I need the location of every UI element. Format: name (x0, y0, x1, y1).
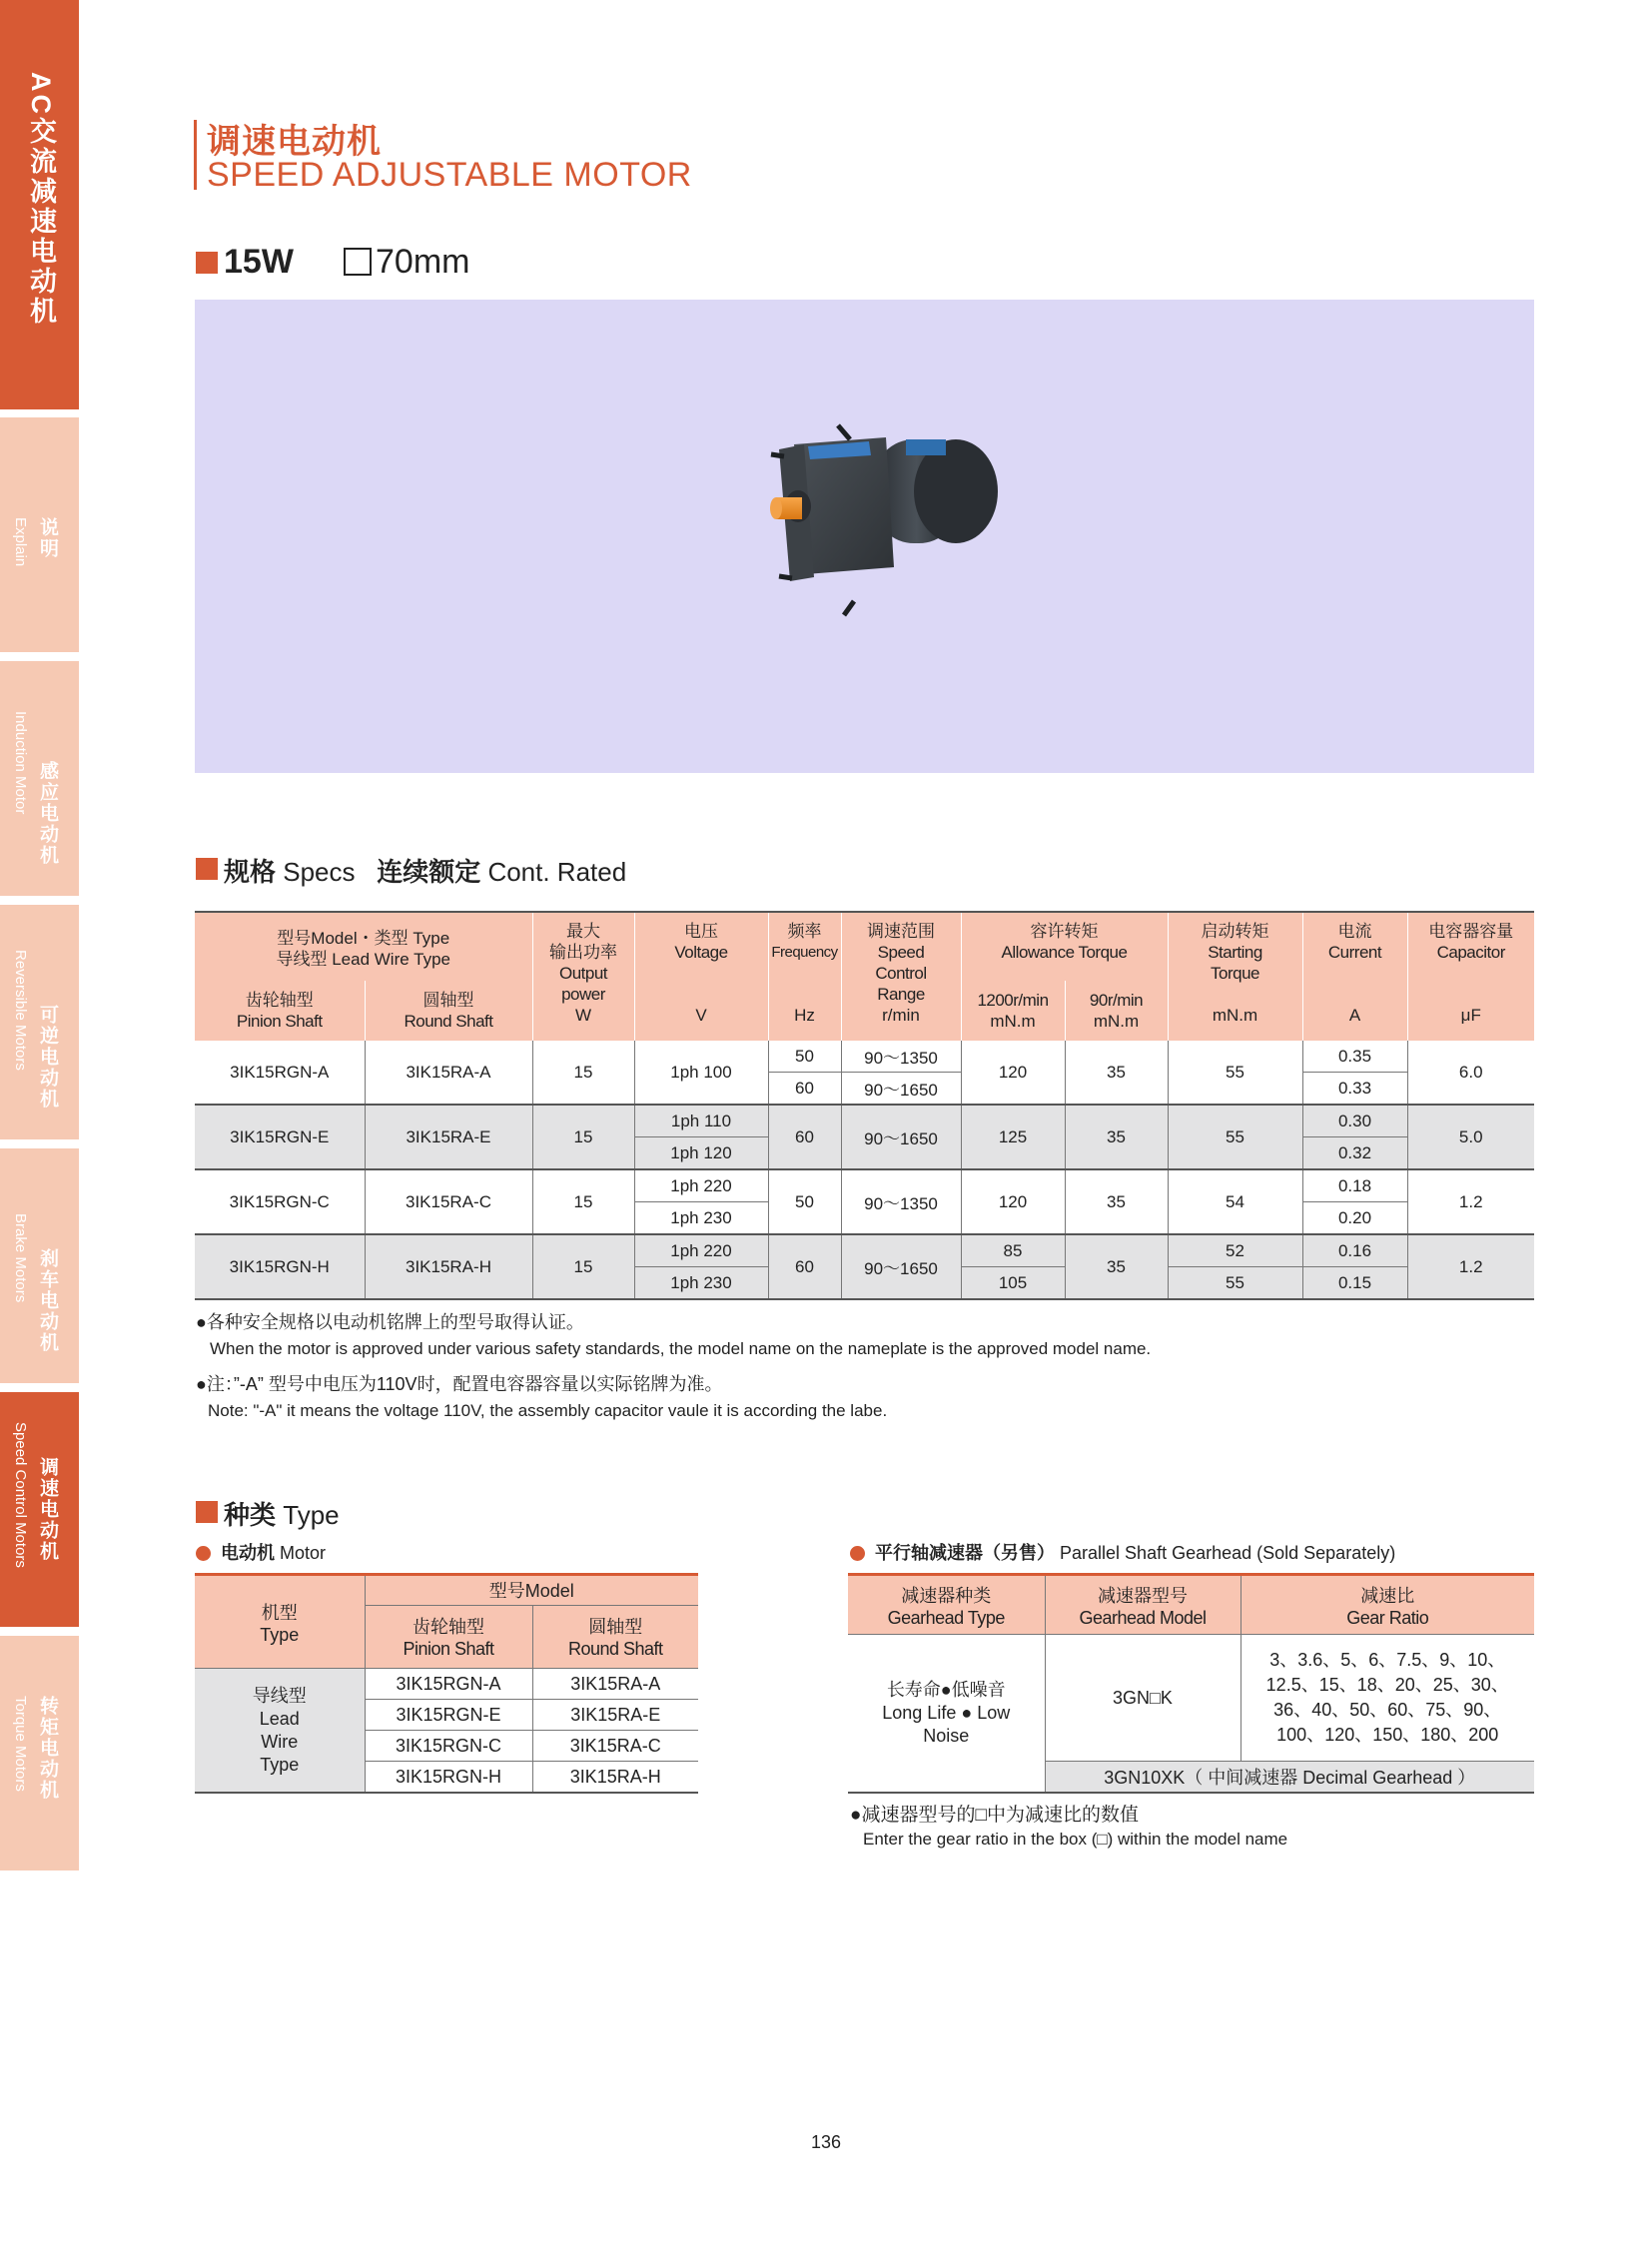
table-row (195, 1669, 698, 1700)
cell-capacitor: 1.2 (1407, 1169, 1534, 1234)
note-110v-cn: ●注：”-A” 型号中电压为110V时，配置电容器容量以实际铭牌为准。 (196, 1374, 723, 1394)
cell-current: 0.16 (1302, 1234, 1407, 1267)
motor-subheading (196, 1539, 326, 1565)
motor-round-cn: 圆轴型 (588, 1617, 643, 1638)
motor-round-cell: 3IK15RA-H (532, 1762, 698, 1794)
header-allow-1200: 1200r/min (977, 991, 1049, 1010)
gearhead-subheading (850, 1539, 1395, 1565)
motor-type-en: Type (260, 1624, 300, 1645)
note-safety-en: When the motor is approved under various safety standards, the model name on the nameplate is the approved model name. (210, 1339, 1152, 1358)
cell-speed-range: 90～1650 (841, 1073, 961, 1106)
header-output-cn: 最大 (566, 922, 600, 941)
page-number: 136 (810, 2132, 842, 2152)
gear-type-en: Gearhead Type (887, 1607, 1005, 1628)
cell-starting-torque: 55 (1168, 1105, 1302, 1169)
sidebar-main-label: AC交流减速电动机 (26, 72, 56, 327)
section-square-icon (196, 252, 218, 274)
lead-type-en3: Type (260, 1754, 300, 1775)
cell-speed-range: 90～1650 (841, 1105, 961, 1169)
header-start-unit: mN.m (1212, 1006, 1258, 1025)
cell-output: 15 (532, 1105, 634, 1169)
header-lead-wire: 导线型 Lead Wire Type (276, 950, 450, 969)
sidebar (0, 0, 79, 1866)
sidebar-tab-label: 说明 (37, 517, 58, 559)
cell-pinion: 3IK15RGN-C (195, 1169, 365, 1234)
title-accent-bar (194, 120, 197, 190)
sidebar-tab-sublabel: Speed Control Motors (12, 1422, 29, 1568)
motor-pinion-cn: 齿轮轴型 (413, 1617, 484, 1638)
sidebar-tab-sublabel: Explain (12, 517, 29, 567)
cell-voltage: 1ph 120 (634, 1137, 768, 1170)
specs-table (195, 911, 1534, 1300)
cell-current: 0.15 (1302, 1267, 1407, 1300)
motor-type-cn: 机型 (261, 1602, 298, 1623)
cell-output: 15 (532, 1169, 634, 1234)
cell-voltage: 1ph 230 (634, 1267, 768, 1300)
sidebar-tab-induction[interactable] (0, 661, 79, 896)
header-freq-unit: Hz (794, 1006, 815, 1025)
header-round-cn: 圆轴型 (422, 991, 474, 1010)
cell-voltage: 1ph 230 (634, 1202, 768, 1235)
cell-output: 15 (532, 1041, 634, 1105)
specs-heading-cn: 规格 (224, 857, 277, 887)
cell-current: 0.20 (1302, 1202, 1407, 1235)
product-photo-panel (195, 300, 1534, 773)
cell-torque-90: 35 (1065, 1105, 1168, 1169)
header-allow-90: 90r/min (1089, 991, 1144, 1010)
lead-type-en1: Lead (259, 1708, 300, 1729)
sidebar-tab-sublabel: Induction Motor (12, 711, 29, 815)
header-cap-cn: 电容器容量 (1428, 922, 1514, 941)
sidebar-tab-label: 转矩电动机 (37, 1696, 58, 1801)
cell-current: 0.35 (1302, 1041, 1407, 1073)
cell-starting-torque: 54 (1168, 1169, 1302, 1234)
header-voltage-cn: 电压 (684, 922, 718, 941)
cell-torque-1200: 125 (961, 1105, 1065, 1169)
cell-speed-range: 90～1650 (841, 1234, 961, 1299)
cell-round: 3IK15RA-A (365, 1041, 532, 1105)
header-voltage-unit: V (695, 1006, 707, 1025)
cell-round: 3IK15RA-E (365, 1105, 532, 1169)
sidebar-tab-label: 刹车电动机 (37, 1248, 58, 1353)
sidebar-tab-torque[interactable] (0, 1636, 79, 1870)
cell-pinion: 3IK15RGN-H (195, 1234, 365, 1299)
gear-model-value: 3GN□K (1045, 1635, 1240, 1762)
motor-sub-cn: 电动机 (221, 1543, 275, 1563)
motor-round-en: Round Shaft (567, 1639, 663, 1660)
cell-voltage: 1ph 110 (634, 1105, 768, 1137)
gear-note-en: Enter the gear ratio in the box (□) within the model name (863, 1830, 1288, 1849)
cell-starting-torque: 52 (1168, 1234, 1302, 1267)
cell-torque-90: 35 (1065, 1041, 1168, 1105)
cell-frequency: 50 (768, 1169, 841, 1234)
motor-type-table (195, 1573, 698, 1794)
cell-torque-1200: 120 (961, 1041, 1065, 1105)
motor-pinion-cell: 3IK15RGN-A (365, 1669, 532, 1700)
header-allow-en: Allowance Torque (1001, 943, 1128, 962)
table-row (195, 1041, 1534, 1073)
header-start-en1: Starting (1208, 943, 1262, 962)
header-output-en2: power (561, 985, 605, 1004)
motor-round-cell: 3IK15RA-A (532, 1669, 698, 1700)
header-speed-en3: Range (877, 985, 925, 1004)
motor-round-cell: 3IK15RA-C (532, 1731, 698, 1762)
gear-model-en: Gearhead Model (1079, 1607, 1207, 1628)
motor-model-header: 型号Model (365, 1575, 698, 1606)
cell-frequency: 60 (768, 1105, 841, 1169)
cell-torque-1200: 85 (961, 1234, 1065, 1267)
page-title-en: SPEED ADJUSTABLE MOTOR (207, 156, 692, 194)
cell-current: 0.32 (1302, 1137, 1407, 1170)
cell-current: 0.18 (1302, 1169, 1407, 1202)
frame-size: 70mm (376, 243, 470, 281)
table-row (848, 1635, 1534, 1762)
square-size-icon (344, 248, 372, 276)
header-freq-cn: 频率 (787, 922, 822, 941)
motor-pinion-cell: 3IK15RGN-C (365, 1731, 532, 1762)
header-speed-unit: r/min (882, 1006, 920, 1025)
header-allow-90-unit: mN.m (1093, 1012, 1140, 1031)
sidebar-tab-label: 感应电动机 (37, 761, 58, 866)
sidebar-tab-brake[interactable] (0, 1148, 79, 1383)
cell-frequency: 50 (768, 1041, 841, 1073)
cell-frequency: 60 (768, 1073, 841, 1106)
header-current-en: Current (1327, 943, 1382, 962)
sidebar-tab-label: 可逆电动机 (37, 1005, 58, 1110)
sidebar-tab-sublabel: Brake Motors (12, 1213, 29, 1303)
sidebar-tab-label: 调速电动机 (37, 1457, 58, 1562)
cell-torque-1200: 120 (961, 1169, 1065, 1234)
gear-ratio-cn: 减速比 (1360, 1585, 1415, 1606)
type-heading-cn: 种类 (224, 1500, 277, 1530)
gear-ratio-line: 36、40、50、60、75、90、 (1273, 1700, 1502, 1720)
bullet-dot-icon (196, 1546, 211, 1561)
gear-life-cn: 长寿命●低噪音 (886, 1680, 1006, 1700)
gear-ratio-line: 12.5、15、18、20、25、30、 (1265, 1675, 1509, 1695)
gear-sub-en: Parallel Shaft Gearhead (Sold Separately) (1060, 1543, 1396, 1563)
cell-torque-1200: 105 (961, 1267, 1065, 1300)
header-output-cn2: 输出功率 (549, 943, 617, 962)
bullet-dot-icon (850, 1546, 865, 1561)
cell-frequency: 60 (768, 1234, 841, 1299)
section-square-icon (196, 858, 218, 880)
gear-type-cn: 减速器种类 (901, 1585, 992, 1606)
sidebar-tab-sublabel: Reversible Motors (12, 950, 29, 1071)
header-allow-cn: 容许转矩 (1030, 922, 1099, 941)
header-speed-en2: Control (875, 964, 927, 983)
header-pinion-en: Pinion Shaft (236, 1012, 323, 1031)
rated-cn: 连续额定 (377, 857, 481, 887)
cell-output: 15 (532, 1234, 634, 1299)
table-row (195, 1234, 1534, 1267)
cell-round: 3IK15RA-C (365, 1169, 532, 1234)
header-cap-en: Capacitor (1436, 943, 1505, 962)
specs-heading-en: Specs (283, 857, 356, 887)
cell-current: 0.33 (1302, 1073, 1407, 1106)
motor-sub-en: Motor (280, 1543, 327, 1563)
header-pinion-cn: 齿轮轴型 (245, 991, 314, 1010)
power-rating: 15W (224, 243, 294, 281)
decimal-gearhead: 3GN10XK（ 中间减速器 Decimal Gearhead ） (1045, 1762, 1534, 1794)
gear-motor-illustration (195, 300, 1534, 773)
type-heading-en: Type (283, 1500, 340, 1530)
cell-capacitor: 1.2 (1407, 1234, 1534, 1299)
lead-type-en2: Wire (261, 1731, 299, 1752)
cell-speed-range: 90～1350 (841, 1041, 961, 1073)
header-current-unit: A (1348, 1006, 1361, 1025)
header-output-en: Output (558, 964, 608, 983)
cell-capacitor: 5.0 (1407, 1105, 1534, 1169)
sidebar-tab-speed-control[interactable] (0, 1392, 79, 1627)
header-output-unit: W (574, 1006, 592, 1025)
gear-sub-cn: 平行轴减速器（另售） (875, 1543, 1055, 1563)
table-row (195, 1169, 1534, 1202)
cell-pinion: 3IK15RGN-E (195, 1105, 365, 1169)
gear-life-en2: Noise (923, 1726, 970, 1746)
gear-model-cn: 减速器型号 (1098, 1585, 1188, 1606)
gear-ratio-line: 100、120、150、180、200 (1276, 1725, 1499, 1745)
header-speed-en1: Speed (877, 943, 925, 962)
cell-capacitor: 6.0 (1407, 1041, 1534, 1105)
motor-pinion-en: Pinion Shaft (403, 1639, 494, 1660)
sidebar-tab-sublabel: Torque Motors (12, 1696, 29, 1792)
header-start-en2: Torque (1211, 964, 1259, 983)
cell-voltage: 1ph 100 (634, 1041, 768, 1105)
header-round-en: Round Shaft (404, 1012, 493, 1031)
gear-life-en1: Long Life ● Low (882, 1703, 1011, 1723)
table-row (195, 1105, 1534, 1137)
motor-pinion-cell: 3IK15RGN-H (365, 1762, 532, 1794)
section-square-icon (196, 1501, 218, 1523)
gearhead-table (848, 1573, 1534, 1794)
motor-pinion-cell: 3IK15RGN-E (365, 1700, 532, 1731)
note-safety-cn: ●各种安全规格以电动机铭牌上的型号取得认证。 (196, 1312, 584, 1332)
specs-header-row (195, 912, 1534, 981)
sidebar-tab-explain[interactable] (0, 417, 79, 652)
note-110v-en: Note: "-A" it means the voltage 110V, the assembly capacitor vaule it is according the labe. (208, 1401, 888, 1420)
cell-torque-90: 35 (1065, 1234, 1168, 1299)
cell-torque-90: 35 (1065, 1169, 1168, 1234)
lead-type-cn: 导线型 (252, 1685, 307, 1706)
gear-ratio-en: Gear Ratio (1346, 1607, 1429, 1628)
cell-pinion: 3IK15RGN-A (195, 1041, 365, 1105)
header-model-type: 型号Model・类型 Type (277, 929, 450, 948)
gear-ratio-line: 3、3.6、5、6、7.5、9、10、 (1269, 1650, 1506, 1670)
cell-starting-torque: 55 (1168, 1267, 1302, 1300)
header-cap-unit: μF (1460, 1006, 1481, 1025)
page-title-cn: 调速电动机 (207, 123, 382, 161)
cell-current: 0.30 (1302, 1105, 1407, 1137)
header-freq-en: Frequency (771, 944, 838, 961)
cell-speed-range: 90～1350 (841, 1169, 961, 1234)
rated-en: Cont. Rated (487, 857, 627, 887)
sidebar-main-tab[interactable] (0, 0, 79, 409)
header-current-cn: 电流 (1337, 922, 1372, 941)
cell-round: 3IK15RA-H (365, 1234, 532, 1299)
header-allow-1200-unit: mN.m (990, 1012, 1036, 1031)
cell-starting-torque: 55 (1168, 1041, 1302, 1105)
sidebar-tab-reversible[interactable] (0, 905, 79, 1139)
header-start-cn: 启动转矩 (1201, 922, 1269, 941)
header-voltage-en: Voltage (674, 943, 728, 962)
header-speed-cn: 调速范围 (867, 922, 935, 941)
gear-note-cn: ●减速器型号的□中为减速比的数值 (850, 1805, 1139, 1826)
motor-round-cell: 3IK15RA-E (532, 1700, 698, 1731)
cell-voltage: 1ph 220 (634, 1169, 768, 1202)
cell-voltage: 1ph 220 (634, 1234, 768, 1267)
